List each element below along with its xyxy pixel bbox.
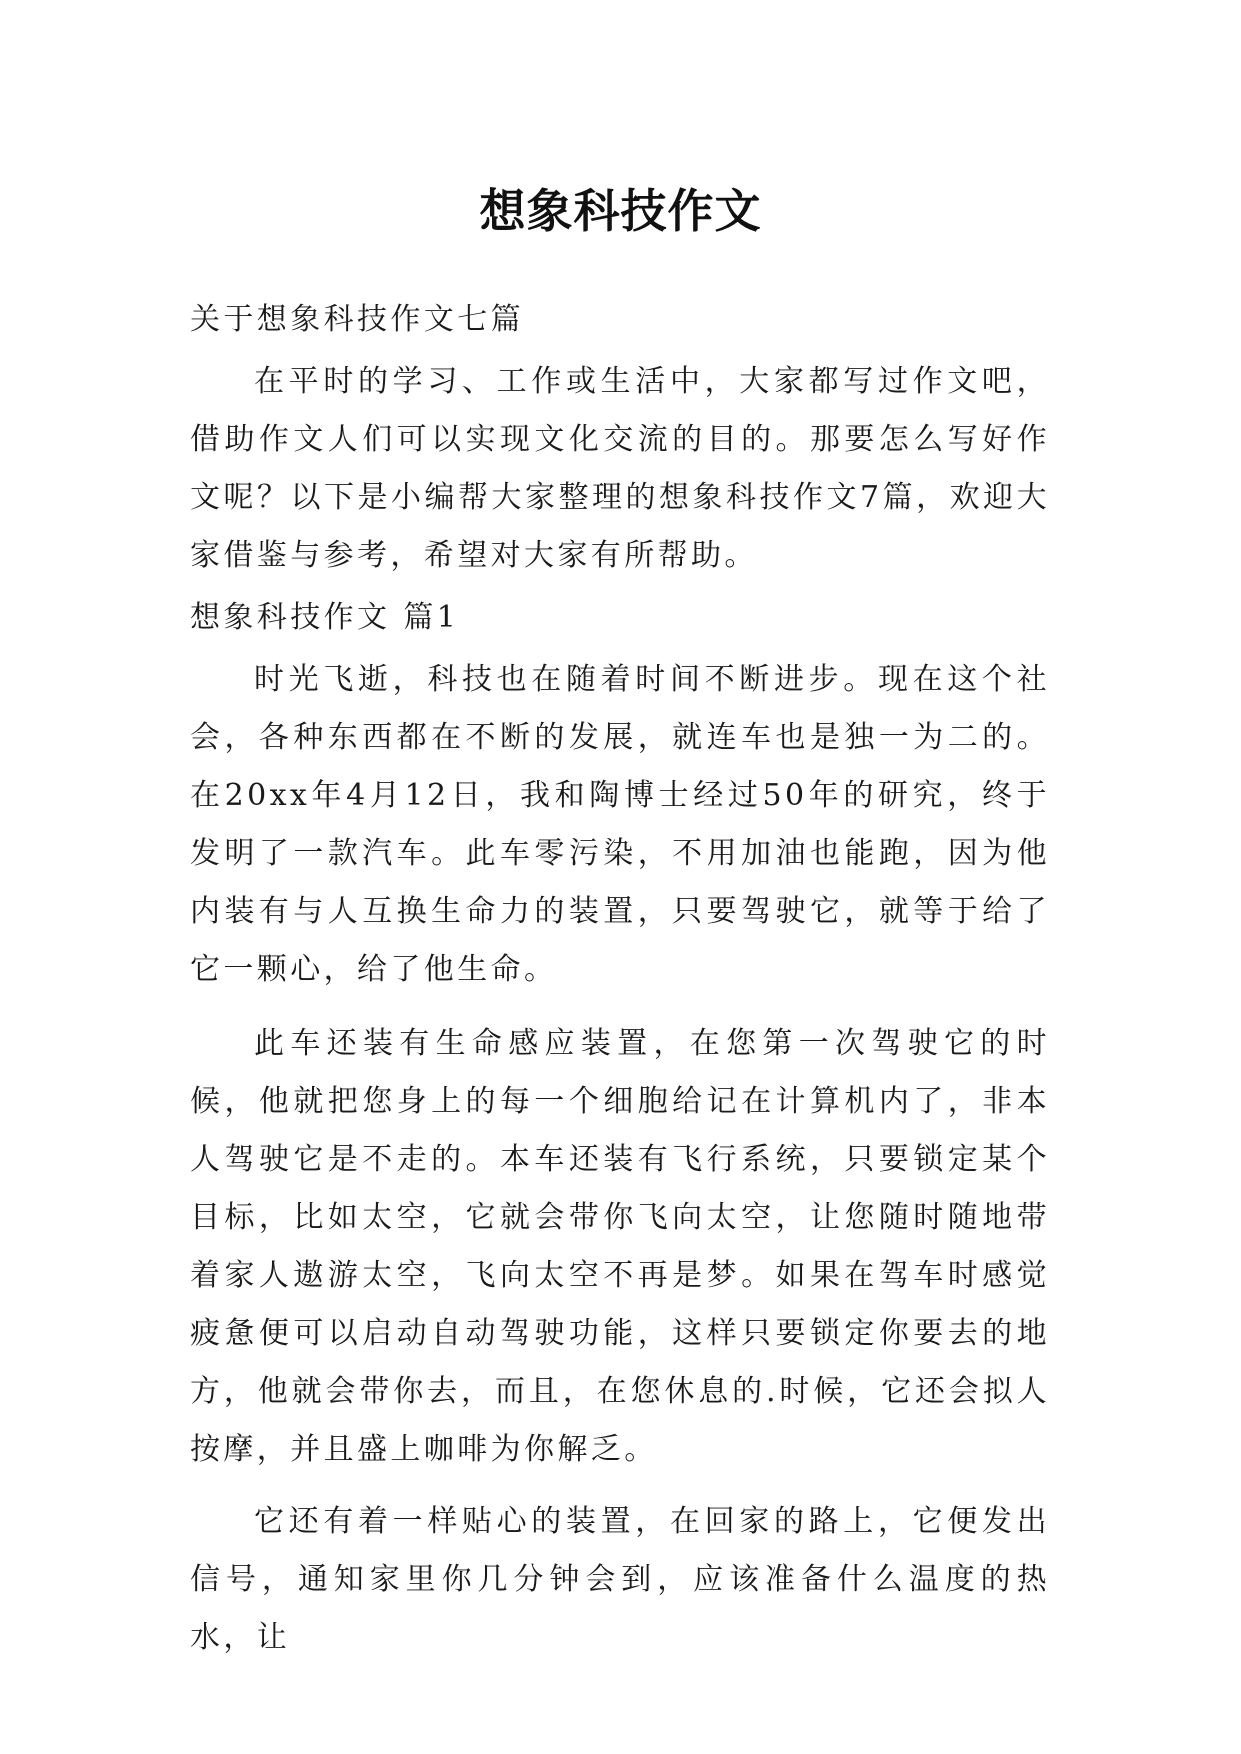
document-body [190,291,1050,1667]
section-heading: 想象科技作文 篇1 [190,600,460,635]
document-title: 想象科技作文 [479,183,762,238]
intro-paragraph: 在平时的学习、工作或生活中，大家都写过作文吧，借助作文人们可以实现文化交流的目的。那要怎么写好作文呢？以下是小编帮大家整理的想象科技作文7篇，欢迎大家借鉴与参考，希望对大家有所帮助。 [190,364,1050,573]
body-paragraph: 此车还装有生命感应装置，在您第一次驾驶它的时候，他就把您身上的每一个细胞给记在计算机内了，非本人驾驶它是不走的。本车还装有飞行系统，只要锁定某个目标，比如太空，它就会带你飞向太空，让您随时随地带着家人遨游太空，飞向太空不再是梦。如果在驾车时感觉疲惫便可以启动自动驾驶功能，这样只要锁定你要去的地方，他就会带你去，而且，在您休息的.时候，它还会拟人按摩，并且盛上咖啡为你解乏。 [190,1026,1050,1467]
body-paragraph: 时光飞逝，科技也在随着时间不断进步。现在这个社会，各种东西都在不断的发展，就连车也是独一为二的。在20xx年4月12日，我和陶博士经过50年的研究，终于发明了一款汽车。此车零污染，不用加油也能跑，因为他内装有与人互换生命力的装置，只要驾驶它，就等于给了它一颗心，给了他生命。 [190,662,1050,987]
body-paragraph: 它还有着一样贴心的装置，在回家的路上，它便发出信号，通知家里你几分钟会到，应该准备什么温度的热水，让 [190,1504,1050,1655]
document-subtitle: 关于想象科技作文七篇 [190,302,524,337]
